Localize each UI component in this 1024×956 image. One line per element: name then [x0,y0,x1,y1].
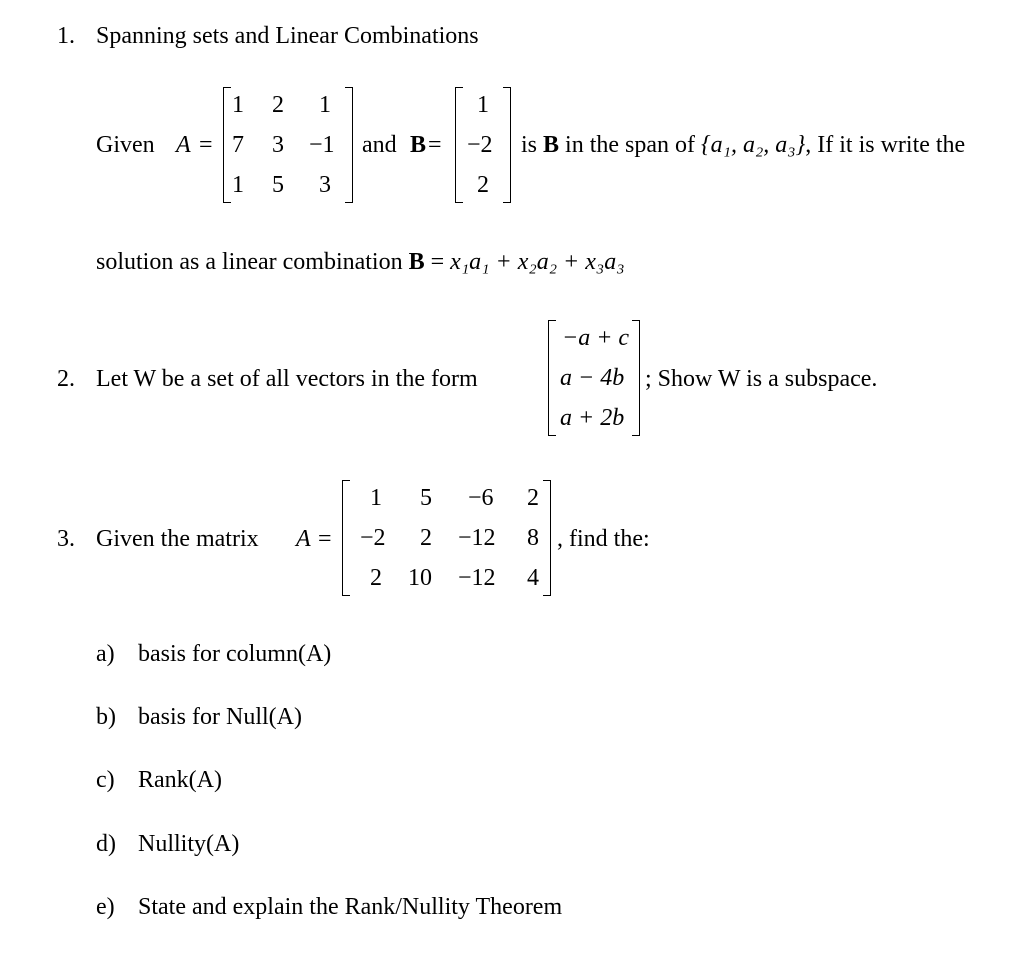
problem-1-equals: = [199,132,213,158]
vector-entry: a + 2b [560,405,625,431]
matrix-cell: 3 [272,132,284,158]
matrix-cell: 2 [370,565,382,591]
matrix-cell: 2 [527,485,539,511]
matrix-cell: 3 [319,172,331,198]
matrix-cell: −2 [360,525,386,551]
problem-1-continuation: solution as a linear combination B = x₁a₁ + x₂a₂ + x₃a₃ [96,249,625,275]
matrix-cell: 5 [272,172,284,198]
matrix-cell: −6 [468,485,494,511]
problem-3-number: 3. [57,526,75,552]
matrix-cell: −12 [458,565,496,591]
part-a-label: a) [96,641,115,667]
problem-2-trailing: ; Show W is a subspace. [645,366,878,392]
part-a-text: basis for column(A) [138,641,332,667]
problem-1-given-label: Given [96,132,155,158]
part-e-label: e) [96,894,115,920]
matrix-cell: 1 [232,172,244,198]
part-d-text: Nullity(A) [138,831,240,857]
problem-1-vector-name: B [410,132,427,158]
problem-1-matrix-name: A [176,132,191,158]
part-e-text: State and explain the Rank/Nullity Theorem [138,894,563,920]
vector-w-form [548,320,640,436]
problem-1-vector-equals: = [428,132,442,158]
vector-entry: −a + c [562,325,630,351]
linear-combination: x₁a₁ + x₂a₂ + x₃a₃ [450,249,625,275]
matrix-cell: 7 [232,132,244,158]
part-d-label: d) [96,831,116,857]
matrix-cell: 1 [370,485,382,511]
problem-3-equals: = [318,526,332,552]
matrix-cell: 2 [272,92,284,118]
vector-entry: a − 4b [560,365,625,391]
matrix-cell: 8 [527,525,539,551]
matrix-cell: 10 [408,565,432,591]
matrix-cell: 2 [420,525,432,551]
vector-cell: 2 [477,172,489,198]
matrix-cell: −12 [458,525,496,551]
problem-3-matrix-name: A [296,526,311,552]
problem-2-number: 2. [57,366,75,392]
matrix-a-problem-3 [342,480,551,596]
problem-3-trailing: , find the: [557,526,650,552]
matrix-cell: 1 [319,92,331,118]
problem-1-and-text: and [362,132,397,158]
matrix-cell: 4 [527,565,539,591]
part-c-label: c) [96,767,115,793]
matrix-a-problem-1 [223,87,353,203]
vector-cell: 1 [477,92,489,118]
span-set: {a₁, a₂, a₃} [701,132,806,158]
vector-b [455,87,511,203]
part-b-text: basis for Null(A) [138,704,302,730]
problem-1-span-text: is B in the span of {a₁, a₂, a₃}, If it is write the [521,132,966,158]
matrix-cell: 5 [420,485,432,511]
part-c-text: Rank(A) [138,767,222,793]
part-b-label: b) [96,704,116,730]
problem-2-text: Let W be a set of all vectors in the form [96,366,478,392]
problem-1-number: 1. [57,23,75,49]
problem-1-title: Spanning sets and Linear Combinations [96,23,479,49]
matrix-cell: −1 [309,132,335,158]
vector-cell: −2 [467,132,493,158]
problem-3-text: Given the matrix [96,526,259,552]
matrix-cell: 1 [232,92,244,118]
